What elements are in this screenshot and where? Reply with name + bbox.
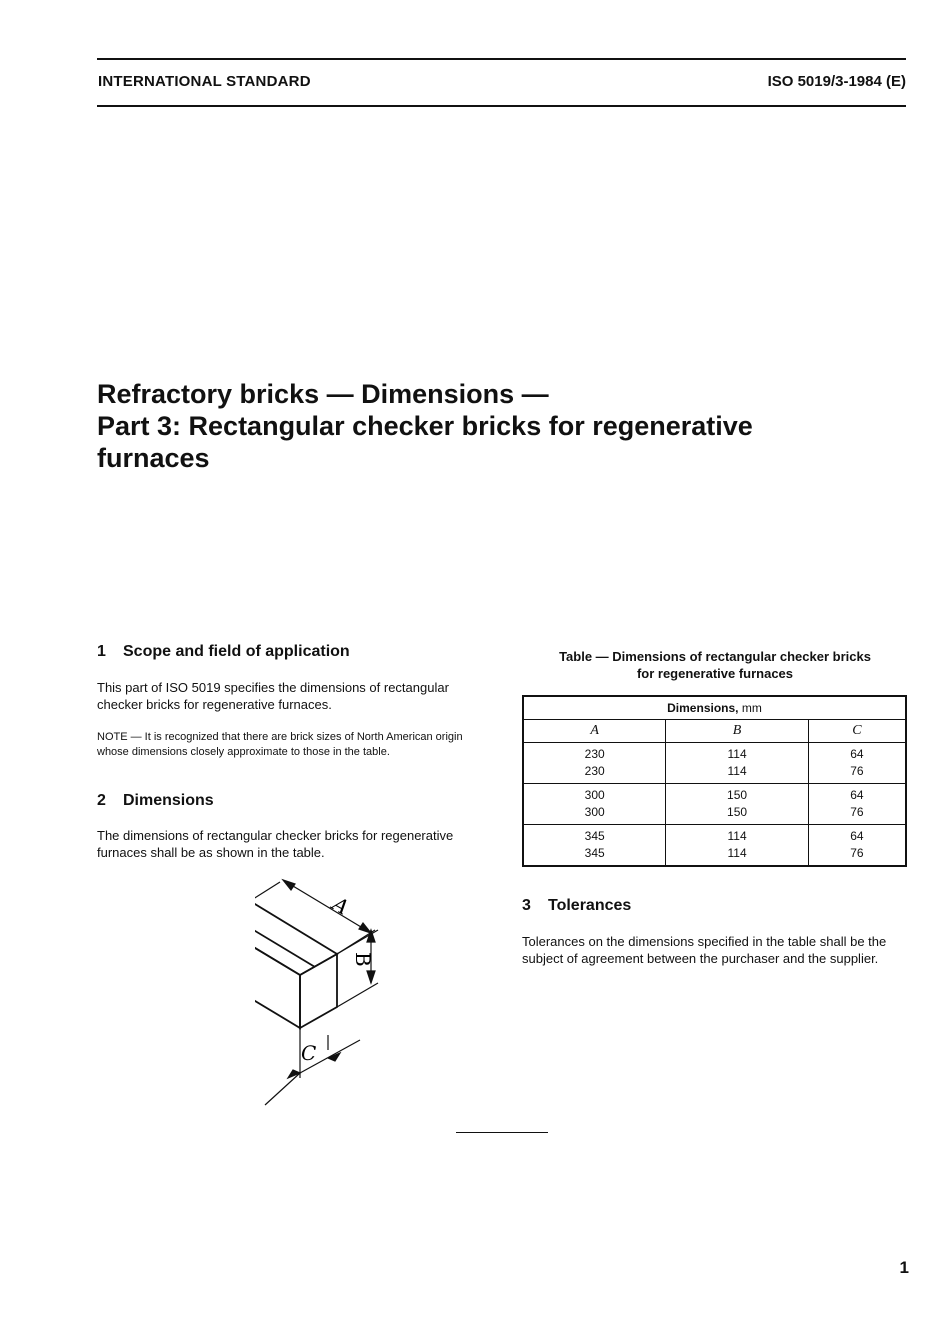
table-cell-b: 150 150 bbox=[666, 784, 808, 825]
title-line-2: Part 3: Rectangular checker bricks for regenerative bbox=[97, 411, 753, 441]
table-cell-c: 64 76 bbox=[808, 825, 905, 866]
section-1-number: 1 bbox=[97, 643, 106, 660]
table-row bbox=[524, 784, 906, 825]
section-3-number: 3 bbox=[522, 897, 531, 914]
section-1-text: This part of ISO 5019 specifies the dimensions of rectangular checker bricks for regenerative furnaces. bbox=[97, 680, 449, 712]
table-cell-a: 300 300 bbox=[524, 784, 666, 825]
section-2-text: The dimensions of rectangular checker bricks for regenerative furnaces shall be as shown in the table. bbox=[97, 828, 454, 860]
table-cell-a: 230 230 bbox=[524, 743, 666, 784]
dimension-label-c: C bbox=[301, 1041, 317, 1065]
header-rule-bottom bbox=[97, 105, 906, 107]
page-number: 1 bbox=[899, 1258, 909, 1277]
title-line-3: furnaces bbox=[97, 443, 210, 473]
table-cell-c: 64 76 bbox=[808, 784, 905, 825]
footnote-separator bbox=[456, 1132, 548, 1133]
table-cell-b: 114 114 bbox=[666, 825, 808, 866]
header-rule-top bbox=[97, 58, 906, 60]
table-unit: mm bbox=[741, 701, 762, 715]
brick-right-face bbox=[300, 954, 337, 1028]
table-cell-a: 345 345 bbox=[524, 825, 666, 866]
document-title bbox=[97, 378, 857, 474]
section-3-title: Tolerances bbox=[548, 897, 632, 914]
section-2-title: Dimensions bbox=[123, 792, 214, 809]
table-cell-c: 64 76 bbox=[808, 743, 905, 784]
brick-front-face bbox=[255, 922, 300, 1028]
table-cell-b: 114 114 bbox=[666, 743, 808, 784]
column-header-c: C bbox=[808, 720, 905, 743]
section-1-note: NOTE — It is recognized that there are brick sizes of North American origin whose dimensions closely approximate to those in the table. bbox=[97, 731, 463, 758]
section-3-heading bbox=[522, 897, 631, 915]
section-1-title: Scope and field of application bbox=[123, 643, 350, 660]
brick-dimension-figure bbox=[255, 870, 385, 1110]
section-2-number: 2 bbox=[97, 792, 106, 809]
header-standard-type: INTERNATIONAL STANDARD bbox=[98, 73, 311, 90]
section-2-heading bbox=[97, 792, 214, 810]
table-unit-label: Dimensions, bbox=[667, 701, 739, 715]
column-header-a: A bbox=[524, 720, 666, 743]
table-caption bbox=[522, 648, 908, 682]
table-caption-line-2: for regenerative furnaces bbox=[636, 666, 794, 681]
dimension-label-b: B bbox=[351, 952, 375, 967]
table-row bbox=[524, 743, 906, 784]
table-row bbox=[524, 825, 906, 866]
dimension-label-a: A bbox=[328, 891, 354, 920]
table-unit-header bbox=[524, 697, 906, 720]
dimensions-table bbox=[522, 695, 907, 867]
table-caption-line-1: Table — Dimensions of rectangular checker bricks bbox=[559, 649, 871, 664]
section-1-heading bbox=[97, 643, 350, 661]
header-standard-number: ISO 5019/3-1984 (E) bbox=[767, 73, 906, 90]
section-3-text: Tolerances on the dimensions specified in the table shall be the subject of agreement between the purchaser and the supplier. bbox=[522, 934, 887, 966]
column-header-b: B bbox=[666, 720, 808, 743]
title-line-1: Refractory bricks — Dimensions — bbox=[97, 379, 549, 409]
